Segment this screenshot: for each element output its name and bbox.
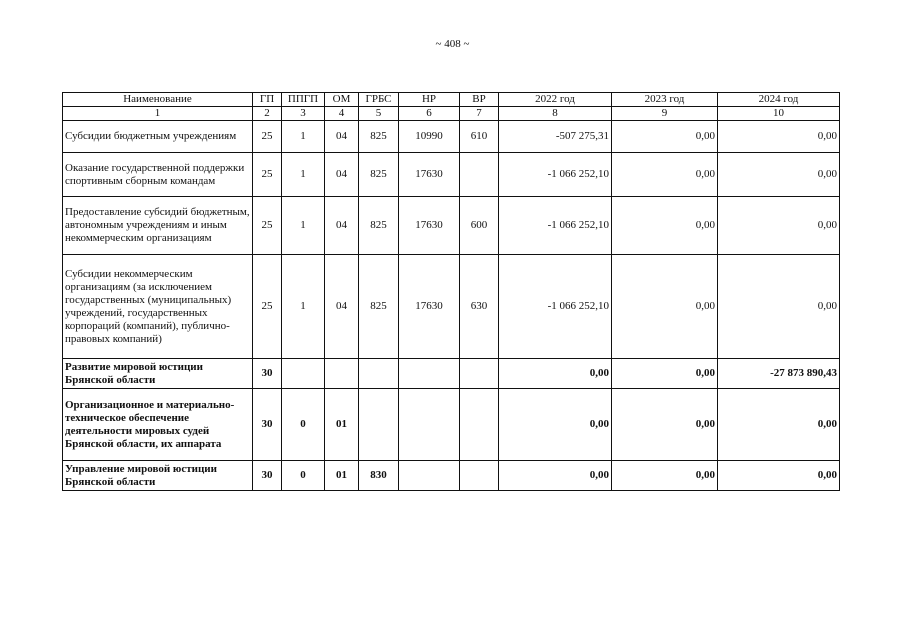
row-2023: 0,00 xyxy=(612,359,718,389)
column-number: 7 xyxy=(460,107,499,121)
row-2022: 0,00 xyxy=(499,461,612,491)
row-2023: 0,00 xyxy=(612,461,718,491)
row-name: Оказание государственной поддержки спортивным сборным командам xyxy=(63,153,253,197)
header-vr: ВР xyxy=(460,93,499,107)
row-gp: 25 xyxy=(253,197,282,255)
row-ppgp: 1 xyxy=(282,255,325,359)
table-row xyxy=(63,121,840,153)
row-gp: 30 xyxy=(253,389,282,461)
row-2024: 0,00 xyxy=(718,389,840,461)
row-ppgp xyxy=(282,359,325,389)
row-grbs: 825 xyxy=(359,121,399,153)
table-row xyxy=(63,197,840,255)
table-row xyxy=(63,359,840,389)
row-ppgp: 1 xyxy=(282,197,325,255)
row-2024: 0,00 xyxy=(718,153,840,197)
header-gp: ГП xyxy=(253,93,282,107)
row-grbs: 830 xyxy=(359,461,399,491)
row-vr: 630 xyxy=(460,255,499,359)
column-number: 8 xyxy=(499,107,612,121)
row-om xyxy=(325,359,359,389)
row-nr xyxy=(399,389,460,461)
row-vr: 610 xyxy=(460,121,499,153)
row-name: Предоставление субсидий бюджетным, автономным учреждениям и иным некоммерческим организациям xyxy=(63,197,253,255)
row-2024: 0,00 xyxy=(718,255,840,359)
header-ppgp: ППГП xyxy=(282,93,325,107)
row-grbs: 825 xyxy=(359,153,399,197)
column-number: 5 xyxy=(359,107,399,121)
header-om: ОМ xyxy=(325,93,359,107)
budget-table xyxy=(62,92,840,491)
column-number: 3 xyxy=(282,107,325,121)
row-gp: 30 xyxy=(253,461,282,491)
row-om: 01 xyxy=(325,389,359,461)
table-row xyxy=(63,153,840,197)
row-2022: -1 066 252,10 xyxy=(499,153,612,197)
column-number-row xyxy=(63,107,840,121)
row-ppgp: 1 xyxy=(282,121,325,153)
row-2022: -1 066 252,10 xyxy=(499,197,612,255)
row-ppgp: 1 xyxy=(282,153,325,197)
row-vr xyxy=(460,153,499,197)
column-number: 1 xyxy=(63,107,253,121)
row-gp: 25 xyxy=(253,121,282,153)
row-nr: 17630 xyxy=(399,153,460,197)
column-number: 2 xyxy=(253,107,282,121)
row-2022: 0,00 xyxy=(499,359,612,389)
row-grbs xyxy=(359,389,399,461)
row-2024: 0,00 xyxy=(718,197,840,255)
header-name: Наименование xyxy=(63,93,253,107)
row-name: Развитие мировой юстиции Брянской области xyxy=(63,359,253,389)
row-vr xyxy=(460,359,499,389)
header-2024: 2024 год xyxy=(718,93,840,107)
row-2022: 0,00 xyxy=(499,389,612,461)
row-vr: 600 xyxy=(460,197,499,255)
column-number: 6 xyxy=(399,107,460,121)
row-nr: 10990 xyxy=(399,121,460,153)
table-row xyxy=(63,461,840,491)
row-grbs: 825 xyxy=(359,255,399,359)
row-om: 04 xyxy=(325,121,359,153)
row-om: 04 xyxy=(325,153,359,197)
row-2023: 0,00 xyxy=(612,121,718,153)
page-number: ~ 408 ~ xyxy=(435,38,470,50)
row-om: 01 xyxy=(325,461,359,491)
row-gp: 25 xyxy=(253,255,282,359)
row-om: 04 xyxy=(325,255,359,359)
row-nr xyxy=(399,461,460,491)
row-nr: 17630 xyxy=(399,255,460,359)
column-number: 10 xyxy=(718,107,840,121)
row-2023: 0,00 xyxy=(612,153,718,197)
row-2024: 0,00 xyxy=(718,121,840,153)
row-name: Управление мировой юстиции Брянской области xyxy=(63,461,253,491)
row-2023: 0,00 xyxy=(612,389,718,461)
row-2023: 0,00 xyxy=(612,255,718,359)
header-2022: 2022 год xyxy=(499,93,612,107)
header-row xyxy=(63,93,840,107)
row-name: Организационное и материально-техническое обеспечение деятельности мировых судей Брянской области, их аппарата xyxy=(63,389,253,461)
table-row xyxy=(63,389,840,461)
row-nr xyxy=(399,359,460,389)
header-2023: 2023 год xyxy=(612,93,718,107)
row-name: Субсидии некоммерческим организациям (за исключением государственных (муниципальных) учреждений, государственных корпораций (компаний), публично-правовых компаний) xyxy=(63,255,253,359)
row-grbs: 825 xyxy=(359,197,399,255)
table-row xyxy=(63,255,840,359)
row-gp: 25 xyxy=(253,153,282,197)
row-om: 04 xyxy=(325,197,359,255)
row-vr xyxy=(460,461,499,491)
row-grbs xyxy=(359,359,399,389)
row-ppgp: 0 xyxy=(282,389,325,461)
row-ppgp: 0 xyxy=(282,461,325,491)
column-number: 4 xyxy=(325,107,359,121)
row-2022: -507 275,31 xyxy=(499,121,612,153)
row-2023: 0,00 xyxy=(612,197,718,255)
row-nr: 17630 xyxy=(399,197,460,255)
row-2024: -27 873 890,43 xyxy=(718,359,840,389)
row-2022: -1 066 252,10 xyxy=(499,255,612,359)
row-name: Субсидии бюджетным учреждениям xyxy=(63,121,253,153)
header-grbs: ГРБС xyxy=(359,93,399,107)
row-2024: 0,00 xyxy=(718,461,840,491)
row-vr xyxy=(460,389,499,461)
row-gp: 30 xyxy=(253,359,282,389)
column-number: 9 xyxy=(612,107,718,121)
header-nr: НР xyxy=(399,93,460,107)
